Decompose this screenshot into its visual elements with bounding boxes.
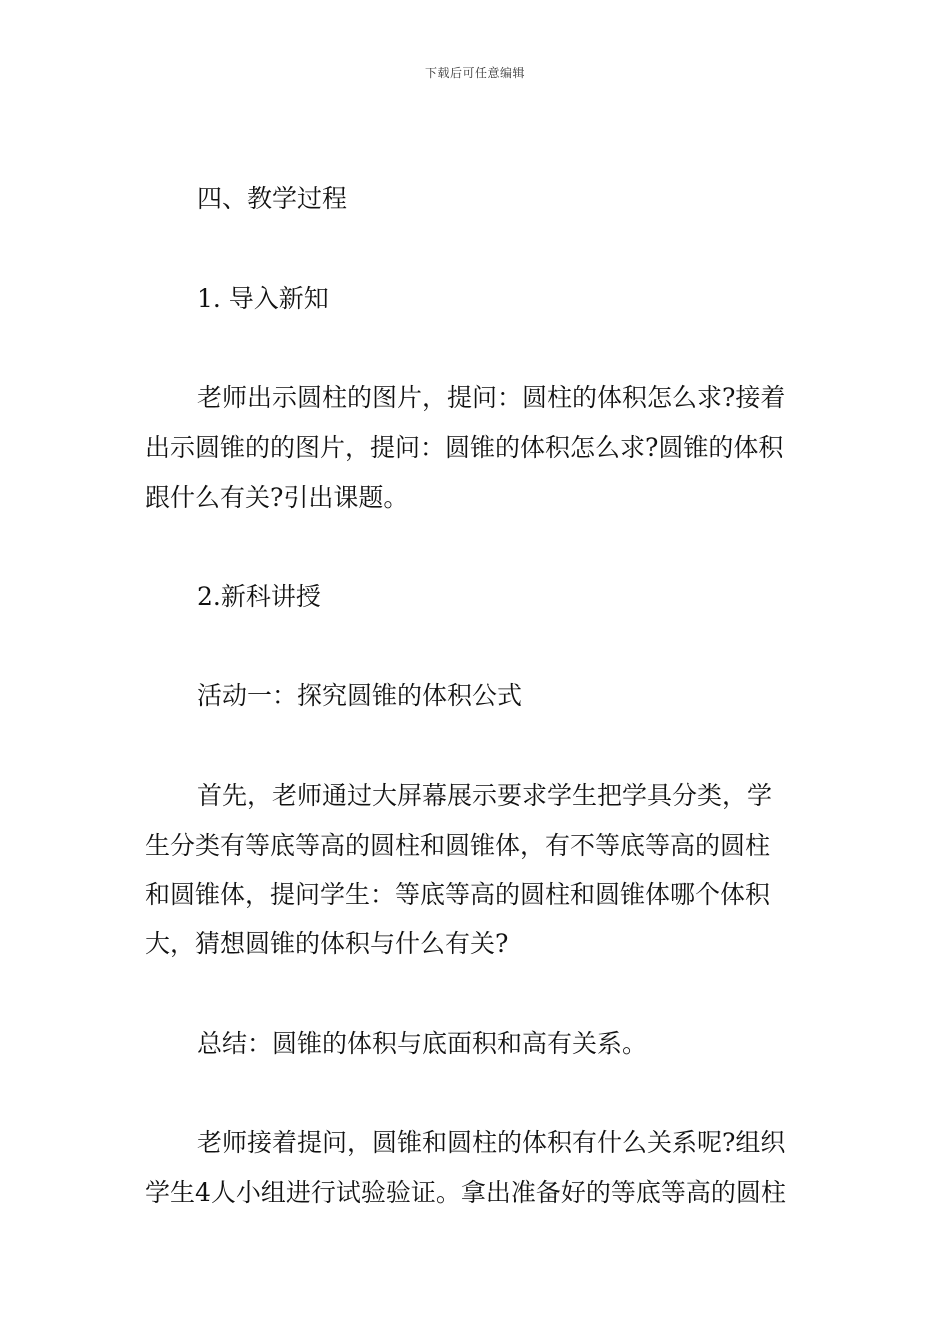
paragraph-line: 学生4人小组进行试验验证。拿出准备好的等底等高的圆柱 — [145, 1178, 786, 1207]
subsection-heading-1: 1. 导入新知 — [197, 284, 329, 313]
summary-text: 总结：圆锥的体积与底面积和高有关系。 — [197, 1029, 648, 1058]
activity-heading: 活动一：探究圆锥的体积公式 — [197, 681, 523, 710]
paragraph-line: 生分类有等底等高的圆柱和圆锥体，有不等底等高的圆柱 — [145, 831, 771, 860]
paragraph-line: 老师接着提问，圆锥和圆柱的体积有什么关系呢?组织 — [197, 1128, 786, 1157]
paragraph-line: 老师出示圆柱的图片，提问：圆柱的体积怎么求?接着 — [197, 383, 786, 412]
paragraph-line: 和圆锥体，提问学生：等底等高的圆柱和圆锥体哪个体积 — [145, 880, 771, 909]
paragraph-line: 大，猜想圆锥的体积与什么有关? — [145, 929, 509, 958]
section-heading: 四、教学过程 — [197, 184, 348, 213]
page-header: 下载后可任意编辑 — [424, 66, 525, 80]
paragraph-line: 出示圆锥的的图片，提问：圆锥的体积怎么求?圆锥的体积 — [145, 433, 784, 462]
paragraph-line: 跟什么有关?引出课题。 — [145, 483, 409, 512]
subsection-heading-2: 2.新科讲授 — [197, 582, 321, 611]
paragraph-line: 首先，老师通过大屏幕展示要求学生把学具分类，学 — [197, 781, 773, 810]
